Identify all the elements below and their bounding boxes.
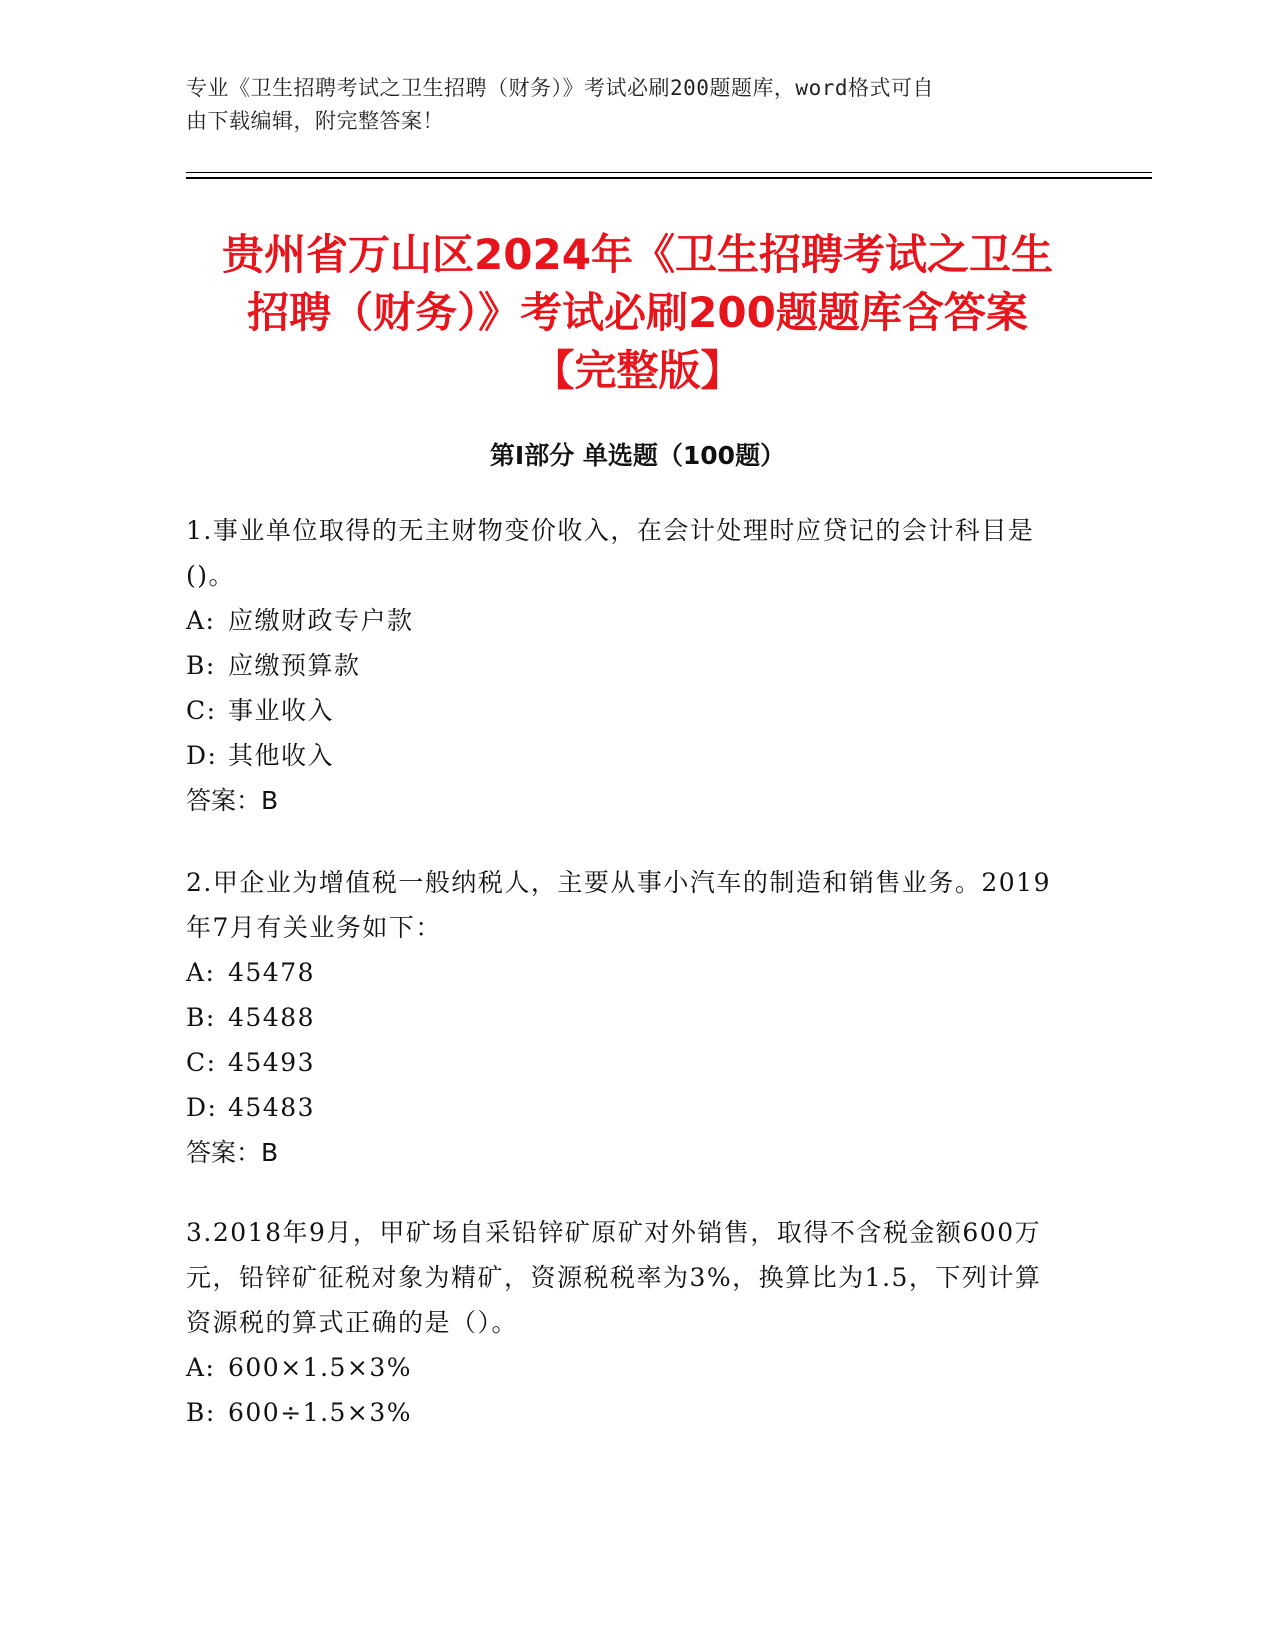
header-note	[186, 72, 1066, 138]
question-stem: 1.事业单位取得的无主财物变价收入，在会计处理时应贷记的会计科目是()。	[186, 516, 1035, 590]
question-1	[186, 508, 1066, 823]
question-option-b	[186, 643, 1066, 688]
option-key: B:	[186, 1003, 216, 1032]
document-title	[150, 226, 1125, 400]
option-key: B:	[186, 651, 216, 680]
question-answer: 答案：B	[186, 1138, 279, 1167]
option-key: A:	[186, 1353, 216, 1382]
question-3	[186, 1210, 1066, 1435]
option-text: 45483	[228, 1093, 316, 1122]
option-key: A:	[186, 606, 216, 635]
document-title-line-2: 招聘（财务）》考试必刷200题题库含答案	[247, 288, 1028, 337]
header-divider-thick	[186, 177, 1152, 179]
option-key: D:	[186, 741, 218, 770]
option-text: 应缴财政专户款	[228, 606, 414, 635]
option-text: 600÷1.5×3%	[228, 1398, 413, 1427]
question-answer: 答案：B	[186, 786, 279, 815]
option-text: 45493	[228, 1048, 316, 1077]
question-option-d	[186, 733, 1066, 778]
question-stem: 2.甲企业为增值税一般纳税人，主要从事小汽车的制造和销售业务。2019年7月有关业务如下：	[186, 868, 1051, 942]
option-text: 其他收入	[228, 741, 335, 770]
header-note-line-2: 由下载编辑，附完整答案！	[186, 109, 444, 133]
question-2	[186, 860, 1066, 1175]
document-title-line-3: 【完整版】	[532, 346, 743, 395]
section-title: 第Ⅰ部分 单选题（100题）	[489, 441, 786, 470]
option-key: C:	[186, 1048, 217, 1077]
option-key: C:	[186, 696, 217, 725]
question-option-b	[186, 1390, 1066, 1435]
option-key: B:	[186, 1398, 216, 1427]
header-divider-thin	[186, 172, 1152, 173]
question-option-b	[186, 995, 1066, 1040]
question-stem: 3.2018年9月，甲矿场自采铅锌矿原矿对外销售，取得不含税金额600万元，铅锌矿征税对象为精矿，资源税税率为3%，换算比为1.5，下列计算资源税的算式正确的是（）。	[186, 1218, 1042, 1337]
option-key: A:	[186, 958, 216, 987]
header-note-line-1: 专业《卫生招聘考试之卫生招聘（财务）》考试必刷200题题库，word格式可自	[186, 76, 934, 100]
option-key: D:	[186, 1093, 218, 1122]
option-text: 事业收入	[228, 696, 335, 725]
question-option-c	[186, 1040, 1066, 1085]
option-text: 45488	[228, 1003, 316, 1032]
question-option-a	[186, 1345, 1066, 1390]
option-text: 应缴预算款	[228, 651, 361, 680]
document-title-line-1: 贵州省万山区2024年《卫生招聘考试之卫生	[222, 230, 1053, 279]
option-text: 600×1.5×3%	[228, 1353, 413, 1382]
question-option-d	[186, 1085, 1066, 1130]
question-option-a	[186, 950, 1066, 995]
question-option-c	[186, 688, 1066, 733]
question-option-a	[186, 598, 1066, 643]
option-text: 45478	[228, 958, 316, 987]
